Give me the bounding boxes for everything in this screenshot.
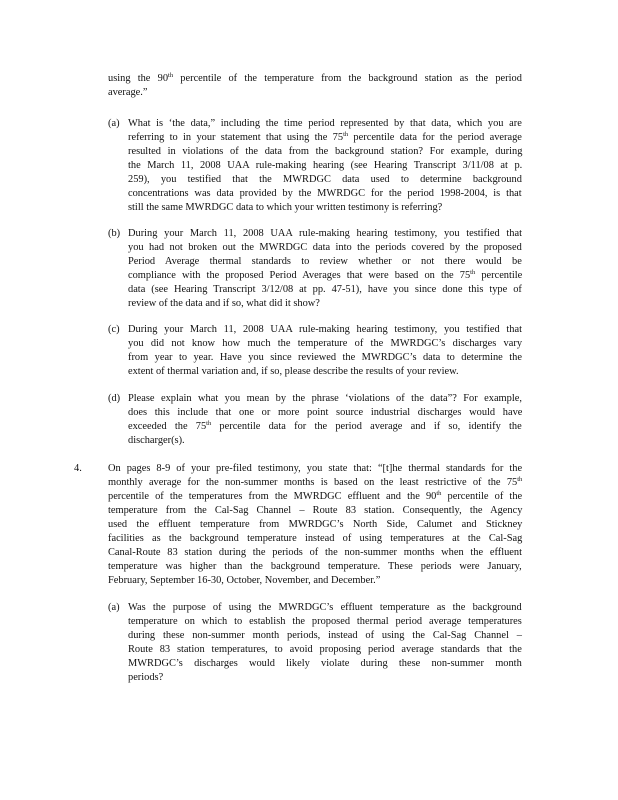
text-line: temperature from the Cal-Sag Channel – Route 83 station. Consequently, the Agency xyxy=(108,505,523,516)
text-line: On pages 8-9 of your pre-filed testimony, you state that: “[t]he thermal standards for the xyxy=(108,463,523,474)
text-line: review of the data and if so, what did it show? xyxy=(128,298,320,309)
text-line: extent of thermal variation and, if so, please describe the results of your review. xyxy=(128,366,459,377)
text-line: What is ‘the data,” including the time period represented by that data, which you are xyxy=(128,118,522,129)
text-line: the March 11, 2008 UAA rule-making hearing (see Hearing Transcript 3/11/08 at p. xyxy=(128,160,523,171)
text-line: exceeded the 75th percentile data for the period average and if so, identify the xyxy=(128,420,522,432)
text-line: compliance with the proposed Period Averages that were based on the 75th percentile xyxy=(128,269,523,281)
text-line: concentrations was data provided by the MWRDGC for the period 1998-2004, is that xyxy=(128,188,522,199)
text-line: Canal-Route 83 station during the periods of the non-summer months when the effluent xyxy=(108,547,522,558)
text-line: from year to year. Have you since reviewed the MWRDGC’s data to determine the xyxy=(128,352,522,363)
question-number: 4. xyxy=(74,463,82,474)
text-line: still the same MWRDGC data to which your written testimony is referring? xyxy=(128,202,443,213)
text-line: percentile of the temperatures from the MWRDGC effluent and the 90th percentile of the xyxy=(108,490,523,502)
text-line: 259), you testified that the MWRDGC data used to determine background xyxy=(128,174,522,185)
text-line: MWRDGC’s discharges would likely violate during these non-summer month xyxy=(128,658,522,669)
text-line: during these non-summer month periods, instead of using the Cal-Sag Channel – xyxy=(128,630,522,641)
text-line: average.” xyxy=(108,87,148,98)
item-label: (d) xyxy=(108,393,121,404)
text-line: Period Average thermal standards to review whether or not there would be xyxy=(128,256,522,267)
text-line: referring to in your statement that using the 75th percentile data for the period average xyxy=(128,131,522,143)
text-line: facilities as the background temperature instead of using temperatures at the Cal-Sag xyxy=(108,533,523,544)
text-line: data (see Hearing Transcript 3/12/08 at pp. 47-51), have you since done this type of xyxy=(128,284,522,295)
text-line: discharger(s). xyxy=(128,435,185,446)
text-line: periods? xyxy=(128,672,164,683)
text-line: monthly average for the non-summer months is based on the least restrictive of the 75th xyxy=(108,476,523,488)
text-line: temperature was higher than the background temperature. These periods were January, xyxy=(108,561,522,572)
text-line: During your March 11, 2008 UAA rule-making hearing testimony, you testified that xyxy=(128,324,522,335)
item-label: (a) xyxy=(108,602,120,613)
text-line: used the effluent temperature from MWRDGC’s North Side, Calumet and Stickney xyxy=(108,519,523,530)
text-line: Please explain what you mean by the phrase ‘violations of the data”? For example, xyxy=(128,393,522,404)
text-line: Was the purpose of using the MWRDGC’s effluent temperature as the background xyxy=(128,602,522,613)
item-label: (c) xyxy=(108,324,120,335)
text-line: does this include that one or more point source industrial discharges would have xyxy=(128,407,523,418)
text-line: resulted in violations of the data from the background station? For example, during xyxy=(128,146,523,157)
text-line: temperature on which to establish the proposed thermal period average temperatures xyxy=(128,616,522,627)
item-label: (b) xyxy=(108,228,121,239)
text-line: using the 90th percentile of the temperature from the background station as the period xyxy=(108,72,522,84)
text-line: you did not know how much the temperature of the MWRDGC’s discharges vary xyxy=(128,338,523,349)
text-line: During your March 11, 2008 UAA rule-making hearing testimony, you testified that xyxy=(128,228,522,239)
item-label: (a) xyxy=(108,118,120,129)
text-line: February, September 16-30, October, November, and December.” xyxy=(108,575,381,586)
text-line: Route 83 station temperatures, to avoid proposing period average standards that the xyxy=(128,644,522,655)
text-line: you had not broken out the MWRDGC data into the periods covered by the proposed xyxy=(128,242,522,253)
